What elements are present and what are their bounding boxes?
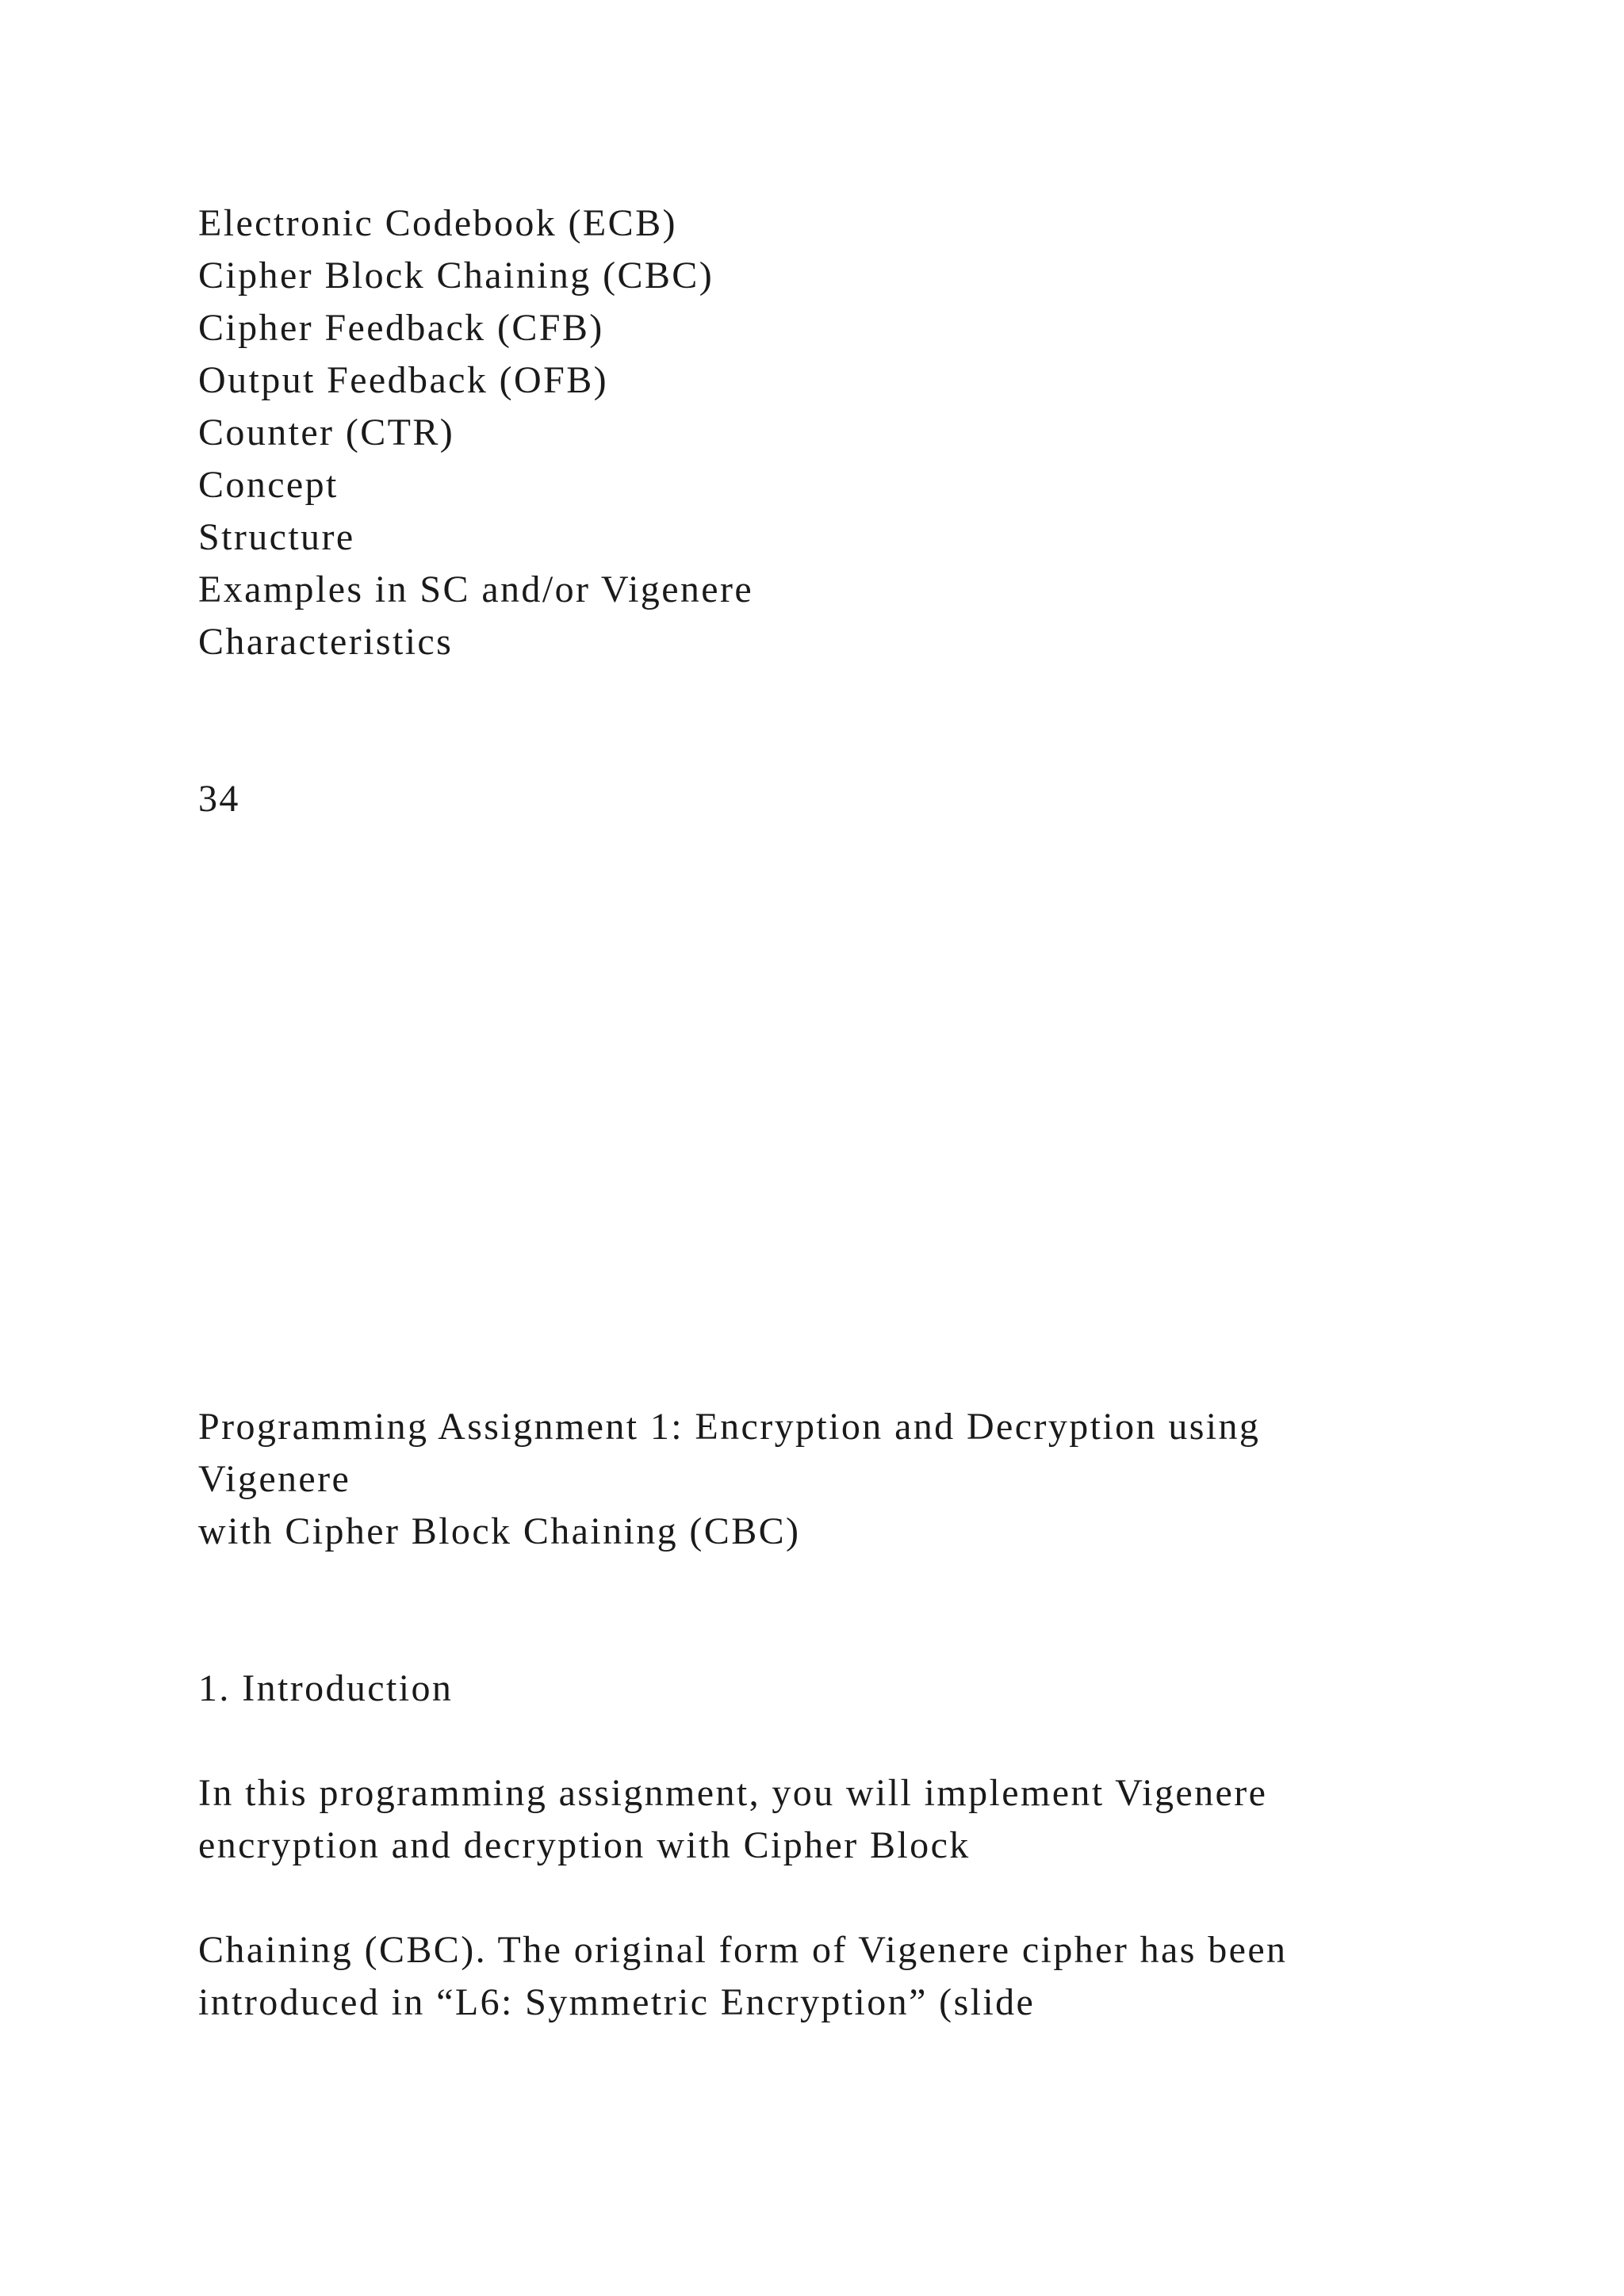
list-item-ecb: Electronic Codebook (ECB): [198, 202, 677, 244]
second-paragraph-line-2: introduced in “L6: Symmetric Encryption” (slide: [198, 1981, 1036, 2023]
section-heading-introduction: 1. Introduction: [198, 1667, 454, 1709]
list-item-cbc: Cipher Block Chaining (CBC): [198, 254, 714, 297]
intro-paragraph-line-2: encryption and decryption with Cipher Block: [198, 1824, 971, 1866]
list-item-examples: Examples in SC and/or Vigenere: [198, 568, 754, 610]
list-item-ofb: Output Feedback (OFB): [198, 359, 608, 401]
list-item-characteristics: Characteristics: [198, 621, 454, 663]
assignment-title-line-3: with Cipher Block Chaining (CBC): [198, 1510, 801, 1552]
list-item-concept: Concept: [198, 464, 339, 506]
list-item-structure: Structure: [198, 516, 355, 558]
assignment-title-line-2: Vigenere: [198, 1458, 351, 1500]
list-item-ctr: Counter (CTR): [198, 411, 455, 453]
page-number: 34: [198, 778, 240, 820]
list-item-cfb: Cipher Feedback (CFB): [198, 307, 604, 349]
second-paragraph-line-1: Chaining (CBC). The original form of Vigenere cipher has been: [198, 1929, 1288, 1971]
intro-paragraph-line-1: In this programming assignment, you will implement Vigenere: [198, 1772, 1268, 1814]
assignment-title-line-1: Programming Assignment 1: Encryption and Decryption using: [198, 1406, 1261, 1448]
